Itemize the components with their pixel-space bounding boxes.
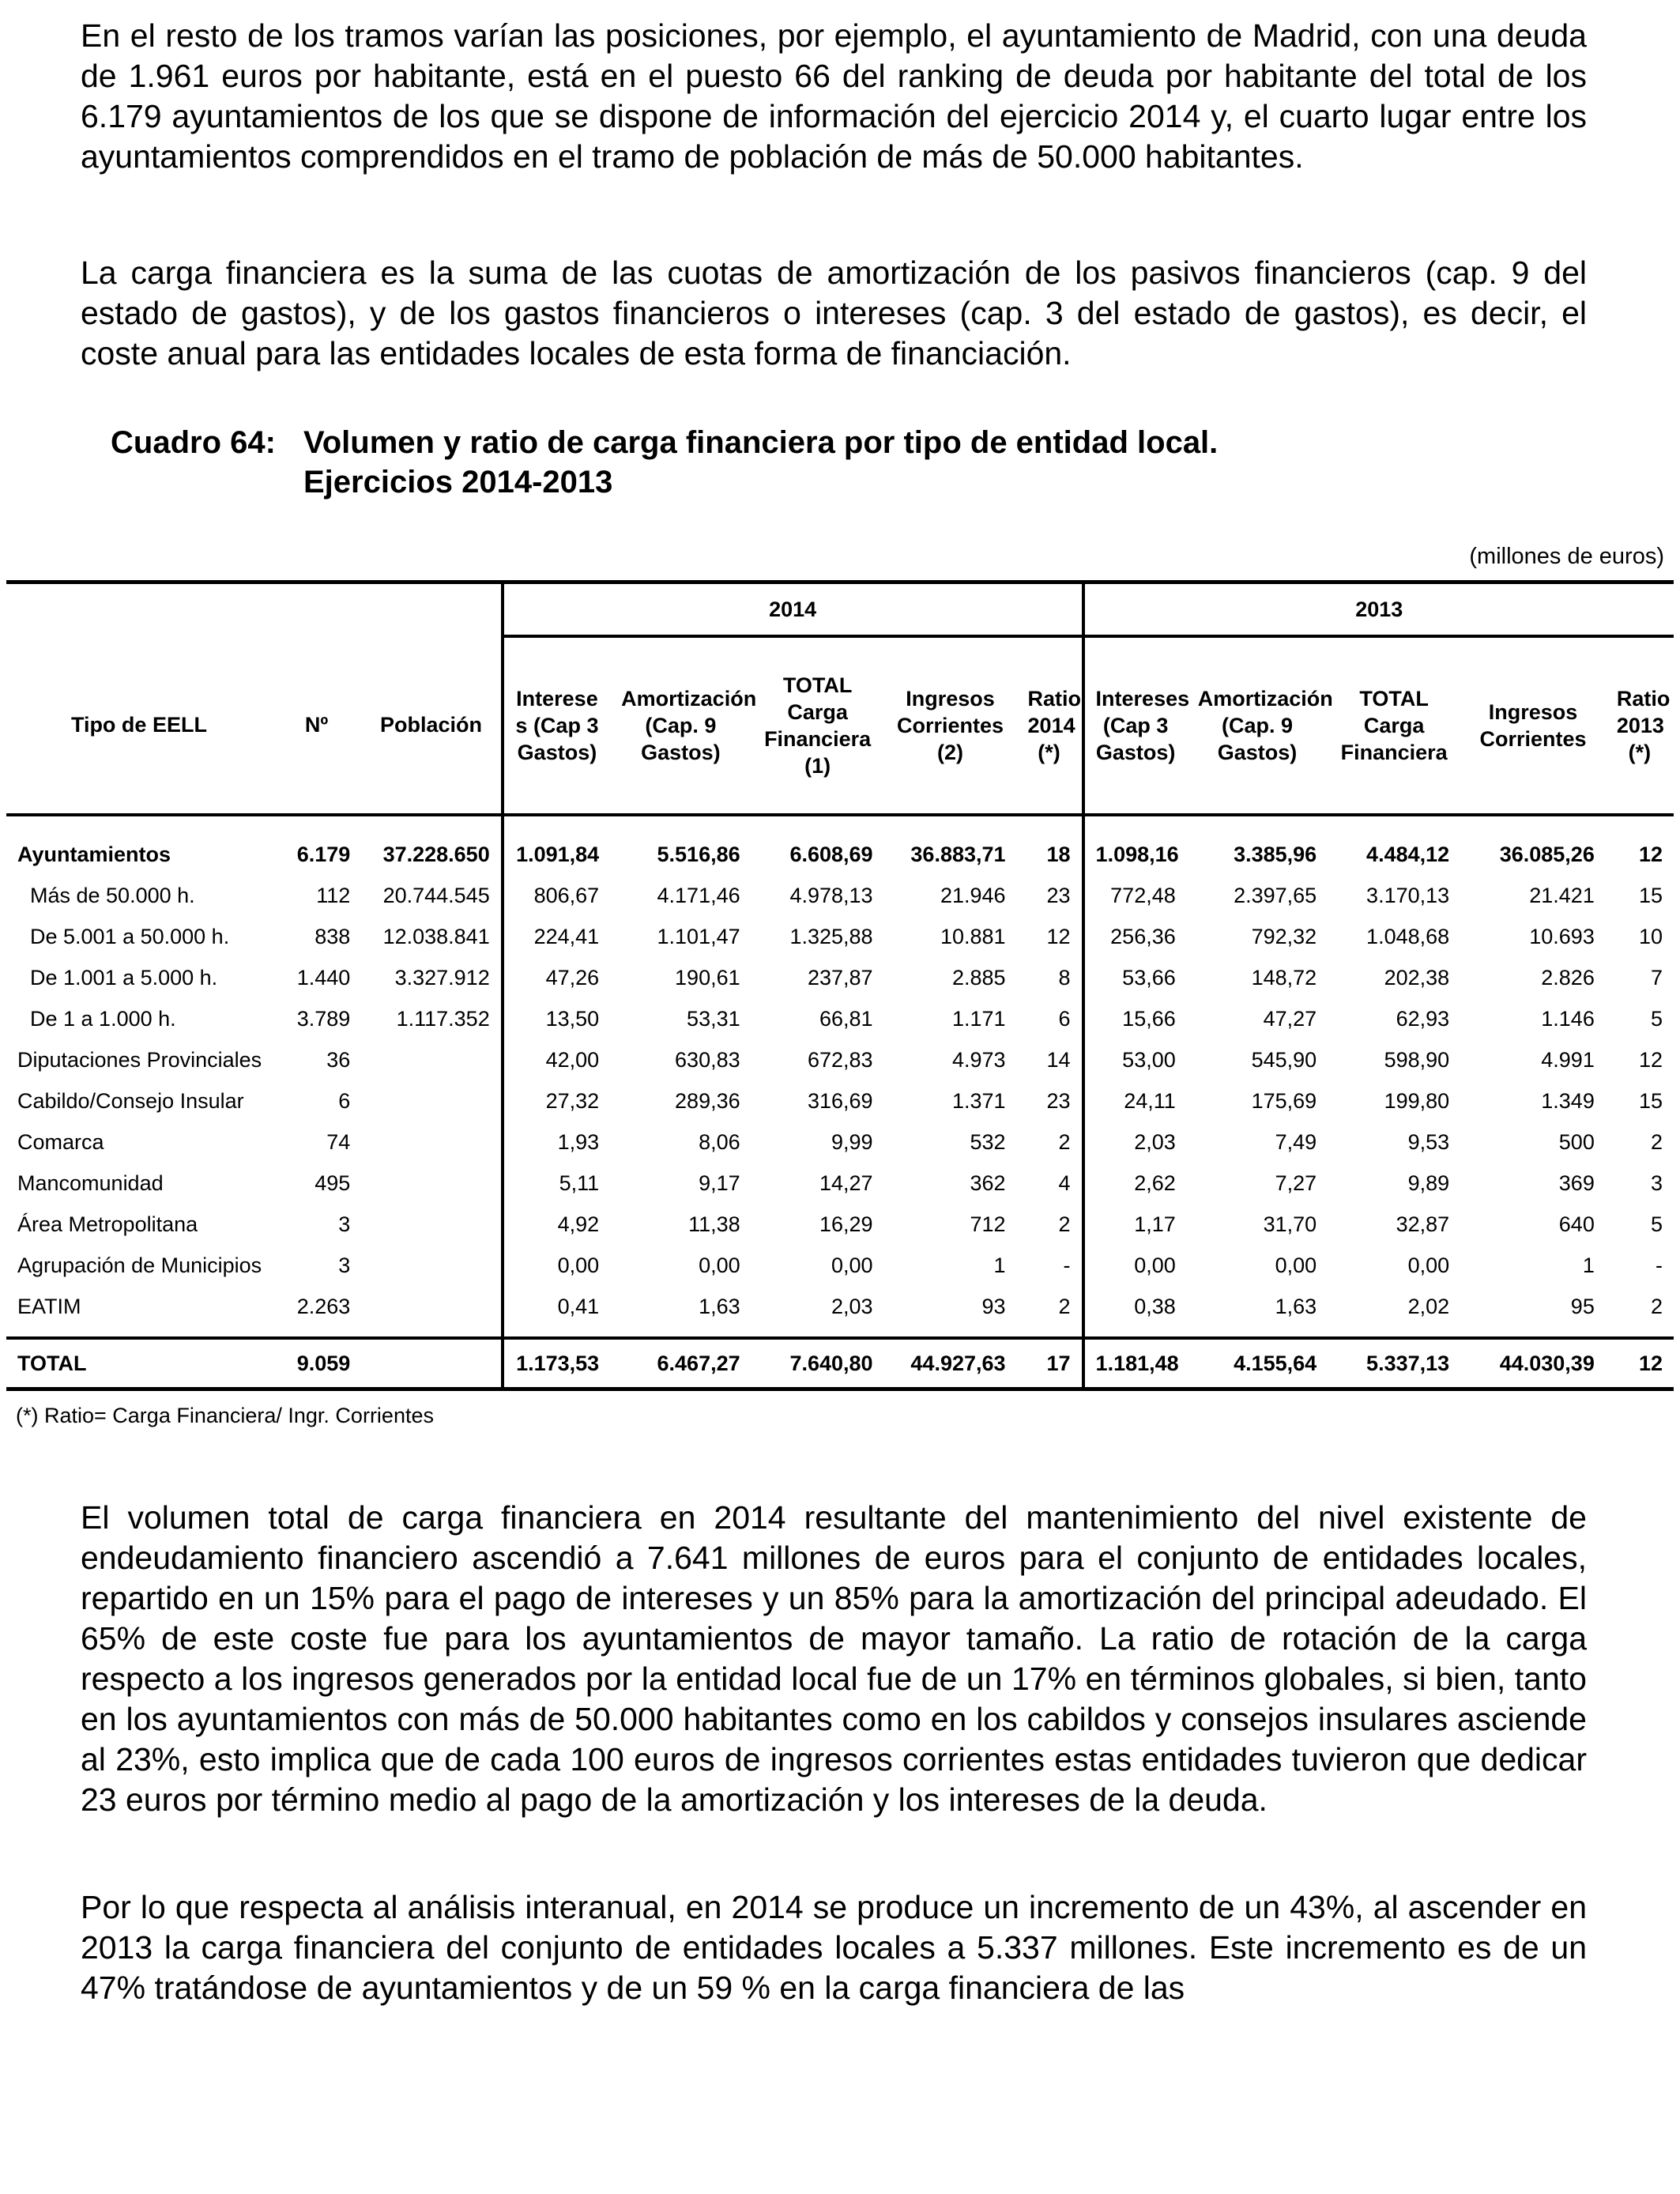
- table-cell: 1,93: [503, 1122, 610, 1163]
- table-cell: 7,49: [1275, 1129, 1317, 1154]
- table-cell: 362: [970, 1171, 1006, 1195]
- table-cell: 2,02: [1407, 1294, 1450, 1318]
- col-ingresos-2014: Ingresos Corrientes (2): [884, 636, 1017, 815]
- table-cell: 792,32: [1251, 924, 1317, 948]
- row-label: Diputaciones Provinciales: [17, 1047, 262, 1072]
- table-cell: 199,80: [1384, 1088, 1450, 1113]
- table-cell: 598,90: [1384, 1047, 1450, 1072]
- table-cell: 3: [338, 1253, 351, 1277]
- table-cell: 1.371: [951, 1088, 1006, 1113]
- table-cell: 10.693: [1529, 924, 1595, 948]
- table-cell: 289,36: [675, 1088, 740, 1113]
- table-cell: 6: [1058, 1006, 1071, 1031]
- paragraph-volumen-total: El volumen total de carga financiera en 2014 resultante del mantenimiento del nivel existente de endeudamiento financiero ascendió a 7.641 millones de euros para el conjunto de entidades locales, repartido en un 15% para el pago de intereses y un 85% para la amortización del principal adeudado. El 65% de este coste fue para los ayuntamientos de mayor tamaño. La ratio de rotación de la carga respecto a los ingresos generados por la entidad local fue de un 17% en términos globales, si bien, tanto en los ayuntamientos con más de 50.000 habitantes como en los cabildos y consejos insulares asciende al 23%, esto implica que de cada 100 euros de ingresos corrientes estas entidades tuvieron que dedicar 23 euros por término medio al pago de la amortización y los intereses de la deuda.: [81, 1499, 1587, 1818]
- table-cell: 0,00: [1275, 1253, 1317, 1277]
- table-cell: 21.421: [1529, 883, 1595, 907]
- table-cell: 1,63: [1275, 1294, 1317, 1318]
- table-row: [6, 998, 1674, 1039]
- table-row: [6, 1245, 1674, 1286]
- table-cell: 1: [993, 1253, 1006, 1277]
- table-cell: -: [1656, 1253, 1663, 1277]
- table-cell: 4.973: [951, 1047, 1006, 1072]
- table-row: [6, 1286, 1674, 1338]
- table-cell: 2,03: [831, 1294, 873, 1318]
- row-label: Área Metropolitana: [17, 1212, 198, 1236]
- table-cell: 12.038.841: [382, 924, 490, 948]
- table-cell: 95: [1570, 1294, 1595, 1318]
- total-cell: [361, 1338, 502, 1389]
- table-cell: 1.146: [1541, 1006, 1595, 1031]
- table-cell: 3.385,96: [1234, 842, 1317, 866]
- table-cell: 0,00: [1407, 1253, 1450, 1277]
- table-cell: 1.117.352: [396, 1006, 490, 1031]
- col-intereses-2014: Interese s (Cap 3 Gastos): [503, 636, 610, 815]
- table-cell: 3.327.912: [394, 965, 490, 990]
- table-cell: 14,27: [819, 1171, 873, 1195]
- table-cell: 6: [338, 1088, 351, 1113]
- table-cell: 9,17: [699, 1171, 740, 1195]
- table-cell: 6.608,69: [789, 842, 873, 866]
- table-cell: 0,38: [1083, 1286, 1187, 1338]
- table-cell: 11,38: [688, 1212, 740, 1236]
- total-cell: 4.155,64: [1187, 1338, 1328, 1389]
- paragraph-intro: En el resto de los tramos varían las posiciones, por ejemplo, el ayuntamiento de Madrid, con una deuda de 1.961 euros por habitante, está en el puesto 66 del ranking de deuda por habitante del total de los 6.179 ayuntamientos de los que se dispone de información del ejercicio 2014 y, el cuarto lugar entre los ayuntamientos comprendidos en el tramo de población de más de 50.000 habitantes.: [81, 17, 1587, 175]
- table-row: [6, 1039, 1674, 1080]
- table-cell: 23: [1046, 883, 1071, 907]
- table-row: [6, 815, 1674, 875]
- paragraph-carga-definition: La carga financiera es la suma de las cuotas de amortización de los pasivos financieros (cap. 9 del estado de gastos), y de los gastos financieros o intereses (cap. 3 del estado de gastos), es decir, el coste anual para las entidades locales de esta forma de financiación.: [81, 254, 1587, 371]
- col-ratio-2013: Ratio 2013 (*): [1606, 636, 1674, 815]
- table-cell: 7,27: [1275, 1171, 1317, 1195]
- table-cell: 3: [1650, 1171, 1663, 1195]
- table-cell: [361, 1039, 502, 1080]
- col-total-2013: TOTAL Carga Financiera: [1328, 636, 1460, 815]
- caption-title: Volumen y ratio de carga financiera por tipo de entidad local.: [303, 425, 1219, 460]
- table-cell: 1.048,68: [1366, 924, 1450, 948]
- table-cell: 15: [1638, 1088, 1663, 1113]
- table-cell: [361, 1204, 502, 1245]
- table-row: [6, 1163, 1674, 1204]
- table-cell: 20.744.545: [382, 883, 490, 907]
- table-cell: 36.883,71: [910, 842, 1006, 866]
- row-label: Mancomunidad: [17, 1171, 164, 1195]
- table-cell: 256,36: [1083, 916, 1187, 957]
- table-cell: 175,69: [1251, 1088, 1317, 1113]
- table-cell: 36.085,26: [1499, 842, 1595, 866]
- table-cell: 3: [338, 1212, 351, 1236]
- table-cell: 1.325,88: [789, 924, 873, 948]
- column-header-row: [6, 636, 1674, 815]
- table-cell: [361, 1163, 502, 1204]
- table-cell: 0,41: [503, 1286, 610, 1338]
- table-caption: [111, 423, 1218, 502]
- table-cell: 24,11: [1083, 1080, 1187, 1122]
- table-cell: 36: [326, 1047, 351, 1072]
- table-cell: [361, 1286, 502, 1338]
- table-cell: 1: [1582, 1253, 1595, 1277]
- row-label: Ayuntamientos: [17, 842, 171, 866]
- table-cell: 42,00: [503, 1039, 610, 1080]
- table-cell: 148,72: [1251, 965, 1317, 990]
- table-cell: 1.171: [951, 1006, 1006, 1031]
- year-2013-header: 2013: [1083, 582, 1674, 637]
- table-cell: 2: [1650, 1129, 1663, 1154]
- table-cell: 10: [1638, 924, 1663, 948]
- table-cell: 1.098,16: [1083, 815, 1187, 875]
- col-total-2014: TOTAL Carga Financiera (1): [751, 636, 884, 815]
- table-cell: 2: [1058, 1212, 1071, 1236]
- table-cell: 2.397,65: [1234, 883, 1317, 907]
- table-cell: 369: [1558, 1171, 1595, 1195]
- table-cell: 4.991: [1541, 1047, 1595, 1072]
- total-cell: 12: [1606, 1338, 1674, 1389]
- col-ratio-2014: Ratio 2014 (*): [1017, 636, 1083, 815]
- table-cell: 3.170,13: [1366, 883, 1450, 907]
- total-cell: 17: [1017, 1338, 1083, 1389]
- table-cell: 4,92: [503, 1204, 610, 1245]
- table-cell: 4.978,13: [789, 883, 873, 907]
- year-2014-header: 2014: [503, 582, 1083, 637]
- table-cell: 2: [1650, 1294, 1663, 1318]
- table-cell: 2.826: [1541, 965, 1595, 990]
- table-row: [6, 875, 1674, 916]
- table-cell: 9,53: [1407, 1129, 1450, 1154]
- units-note: (millones de euros): [1469, 544, 1664, 569]
- total-cell: 5.337,13: [1328, 1338, 1460, 1389]
- table-cell: 712: [970, 1212, 1006, 1236]
- table-cell: 2,03: [1083, 1122, 1187, 1163]
- table-cell: 1,63: [699, 1294, 740, 1318]
- table-cell: 9,89: [1407, 1171, 1450, 1195]
- table-cell: 1.349: [1541, 1088, 1595, 1113]
- table-cell: 0,00: [503, 1245, 610, 1286]
- row-label: Agrupación de Municipios: [17, 1253, 262, 1277]
- table-cell: 806,67: [503, 875, 610, 916]
- table-cell: 5: [1650, 1212, 1663, 1236]
- table-cell: 12: [1638, 1047, 1663, 1072]
- table-cell: 5: [1650, 1006, 1663, 1031]
- table-cell: 630,83: [675, 1047, 740, 1072]
- total-cell: 9.059: [272, 1338, 361, 1389]
- table-cell: 27,32: [503, 1080, 610, 1122]
- table-cell: 15,66: [1083, 998, 1187, 1039]
- table-cell: 838: [315, 924, 351, 948]
- table-cell: 495: [315, 1171, 351, 1195]
- table-total-row: [6, 1338, 1674, 1389]
- table-row: [6, 1080, 1674, 1122]
- table-cell: 672,83: [807, 1047, 873, 1072]
- table-cell: 15: [1638, 883, 1663, 907]
- row-label: Más de 50.000 h.: [30, 883, 195, 907]
- table-cell: 8: [1058, 965, 1071, 990]
- year-header-row: [6, 582, 1674, 637]
- table-cell: 316,69: [807, 1088, 873, 1113]
- table-cell: 13,50: [503, 998, 610, 1039]
- table-cell: 14: [1046, 1047, 1071, 1072]
- table-cell: 3.789: [296, 1006, 351, 1031]
- table-cell: 1.440: [296, 965, 351, 990]
- table-row: [6, 1122, 1674, 1163]
- table-cell: 12: [1638, 842, 1663, 866]
- col-amortizacion-2014: Amortización (Cap. 9 Gastos): [610, 636, 751, 815]
- total-cell: 1.181,48: [1083, 1338, 1187, 1389]
- table-row: [6, 957, 1674, 998]
- table-cell: 0,00: [1083, 1245, 1187, 1286]
- table-cell: 32,87: [1396, 1212, 1450, 1236]
- table-cell: 47,26: [503, 957, 610, 998]
- col-poblacion: Población: [361, 636, 502, 815]
- table-cell: 8,06: [699, 1129, 740, 1154]
- table-cell: 53,31: [687, 1006, 740, 1031]
- caption-label: Cuadro 64:: [111, 425, 276, 460]
- table-cell: 53,00: [1083, 1039, 1187, 1080]
- table-cell: 31,70: [1263, 1212, 1317, 1236]
- total-cell: 44.927,63: [884, 1338, 1017, 1389]
- table-cell: [361, 1080, 502, 1122]
- col-intereses-2013: Intereses (Cap 3 Gastos): [1083, 636, 1187, 815]
- table-cell: 62,93: [1396, 1006, 1450, 1031]
- table-cell: 0,00: [831, 1253, 873, 1277]
- table-cell: 772,48: [1083, 875, 1187, 916]
- row-label: De 1.001 a 5.000 h.: [30, 965, 218, 990]
- total-cell: 44.030,39: [1460, 1338, 1606, 1389]
- table-cell: 4: [1058, 1171, 1071, 1195]
- table-cell: 202,38: [1384, 965, 1450, 990]
- table-cell: 74: [326, 1129, 351, 1154]
- table-cell: 18: [1046, 842, 1071, 866]
- table-row: [6, 916, 1674, 957]
- table-cell: 21.946: [940, 883, 1006, 907]
- table-cell: 2.885: [951, 965, 1006, 990]
- caption-subtitle: Ejercicios 2014-2013: [303, 465, 613, 499]
- table-cell: [361, 1245, 502, 1286]
- table-cell: [361, 1122, 502, 1163]
- total-cell: 7.640,80: [751, 1338, 884, 1389]
- table-cell: 1.101,47: [657, 924, 740, 948]
- table-cell: 2: [1058, 1294, 1071, 1318]
- total-label: TOTAL: [6, 1338, 272, 1389]
- table-cell: 0,00: [699, 1253, 740, 1277]
- table-cell: 190,61: [675, 965, 740, 990]
- table-cell: 93: [981, 1294, 1006, 1318]
- carga-financiera-table: [6, 580, 1674, 1391]
- table-cell: 16,29: [819, 1212, 873, 1236]
- table-cell: 66,81: [819, 1006, 873, 1031]
- row-label: De 1 a 1.000 h.: [30, 1006, 176, 1031]
- table-cell: 53,66: [1083, 957, 1187, 998]
- table-cell: 10.881: [940, 924, 1006, 948]
- table-cell: 23: [1046, 1088, 1071, 1113]
- table-cell: 6.179: [296, 842, 351, 866]
- col-amortizacion-2013: Amortización (Cap. 9 Gastos): [1187, 636, 1328, 815]
- row-label: EATIM: [17, 1294, 81, 1318]
- table-cell: 4.171,46: [657, 883, 740, 907]
- table-cell: 2: [1058, 1129, 1071, 1154]
- table-cell: 640: [1558, 1212, 1595, 1236]
- total-cell: 1.173,53: [503, 1338, 610, 1389]
- table-row: [6, 1204, 1674, 1245]
- table-cell: 5.516,86: [657, 842, 740, 866]
- ratio-footnote: (*) Ratio= Carga Financiera/ Ingr. Corrientes: [16, 1404, 434, 1427]
- table-cell: 112: [316, 883, 351, 907]
- total-cell: 6.467,27: [610, 1338, 751, 1389]
- table-cell: 9,99: [831, 1129, 873, 1154]
- table-cell: 4.484,12: [1366, 842, 1450, 866]
- table-cell: 1,17: [1083, 1204, 1187, 1245]
- row-label: Comarca: [17, 1129, 104, 1154]
- table-cell: 37.228.650: [382, 842, 490, 866]
- table-cell: 224,41: [503, 916, 610, 957]
- table-cell: 5,11: [503, 1163, 610, 1204]
- table-cell: 237,87: [807, 965, 873, 990]
- table-cell: 500: [1558, 1129, 1595, 1154]
- table-cell: -: [1063, 1253, 1071, 1277]
- table-cell: 12: [1046, 924, 1071, 948]
- table-cell: 1.091,84: [503, 815, 610, 875]
- table-cell: 545,90: [1251, 1047, 1317, 1072]
- row-label: De 5.001 a 50.000 h.: [30, 924, 230, 948]
- table-cell: 532: [970, 1129, 1006, 1154]
- table-cell: 2.263: [296, 1294, 351, 1318]
- col-ingresos-2013: Ingresos Corrientes: [1460, 636, 1606, 815]
- row-label: Cabildo/Consejo Insular: [17, 1088, 244, 1113]
- col-tipo: Tipo de EELL: [6, 636, 272, 815]
- col-n: Nº: [272, 636, 361, 815]
- table-cell: 47,27: [1263, 1006, 1317, 1031]
- paragraph-interanual: Por lo que respecta al análisis interanual, en 2014 se produce un incremento de un 43%, al ascender en 2013 la carga financiera del conjunto de entidades locales a 5.337 millones. Este incremento es de un 47% tratándose de ayuntamientos y de un 59 % en la carga financiera de las: [81, 1889, 1587, 2006]
- table-cell: 2,62: [1083, 1163, 1187, 1204]
- table-cell: 7: [1650, 965, 1663, 990]
